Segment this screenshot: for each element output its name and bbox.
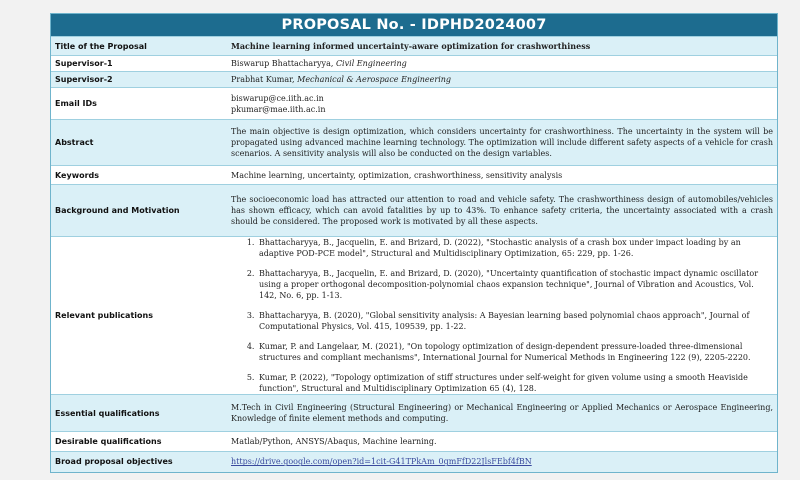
- row-label: Background and Motivation: [51, 185, 219, 237]
- row-label: Broad proposal objectives: [51, 452, 219, 472]
- objectives-value: [219, 452, 777, 472]
- proposal-sheet: [50, 13, 778, 473]
- row-desirable: [51, 432, 777, 452]
- row-supervisor-1: [51, 56, 777, 72]
- publication-item: 1. Bhattacharyya, B., Jacquelin, E. and Brizard, D. (2022), "Stochastic analysis of a crash box under impact loading by an adaptive POD-PCE model", Structural and Multidisciplinary Optimization, 65: 229, pp. 1-26.: [257, 237, 773, 259]
- row-keywords: [51, 166, 777, 185]
- background-value: The socioeconomic load has attracted our attention to road and vehicle safety. The crashworthiness design of automobiles/vehicles has shown efficacy, which can avoid fatalities by up to 43%. To enhance safety criteria, the uncertainty associated with a crash should be considered. The proposed work is motivated by all these aspects.: [219, 185, 777, 237]
- row-essential: [51, 395, 777, 432]
- keywords-value: Machine learning, uncertainty, optimization, crashworthiness, sensitivity analysis: [219, 166, 777, 185]
- row-label: Email IDs: [51, 88, 219, 120]
- row-label: Title of the Proposal: [51, 37, 219, 56]
- row-label: Essential qualifications: [51, 395, 219, 432]
- row-label: Desirable qualifications: [51, 432, 219, 452]
- row-supervisor-2: [51, 72, 777, 88]
- abstract-value: The main objective is design optimization, which considers uncertainty for crashworthiness. The uncertainty in the system will be propagated using advanced machine learning technology. The optimization will include different safety aspects of a vehicle for crash scenarios. A sensitivity analysis will also be conducted on the design variables.: [219, 120, 777, 166]
- email-2[interactable]: pkumar@mae.iith.ac.in: [231, 104, 326, 114]
- row-background: [51, 185, 777, 237]
- supervisor-2-value: [219, 72, 777, 88]
- supervisor-1-value: [219, 56, 777, 72]
- row-abstract: [51, 120, 777, 166]
- row-objectives: [51, 452, 777, 472]
- publication-item: 2. Bhattacharyya, B., Jacquelin, E. and Brizard, D. (2020), "Uncertainty quantification of stochastic impact dynamic oscillator using a proper orthogonal decomposition-polynomial chaos expansion technique", Journal of Vibration and Acoustics, Vol. 142, No. 6, pp. 1-13.: [257, 268, 773, 301]
- publications-value: [219, 237, 777, 395]
- row-publications: [51, 237, 777, 395]
- proposal-title: PROPOSAL No. - IDPHD2024007: [51, 14, 777, 36]
- email-1[interactable]: biswarup@ce.iith.ac.in: [231, 93, 324, 103]
- proposal-title-value: Machine learning informed uncertainty-aware optimization for crashworthiness: [219, 37, 777, 56]
- row-email: [51, 88, 777, 120]
- row-label: Relevant publications: [51, 237, 219, 395]
- publication-item: 3. Bhattacharyya, B. (2020), "Global sensitivity analysis: A Bayesian learning based polynomial chaos approach", Journal of Computational Physics, Vol. 415, 109539, pp. 1-22.: [257, 310, 773, 332]
- row-title: [51, 37, 777, 56]
- row-label: Supervisor-1: [51, 56, 219, 72]
- publication-list: [231, 237, 773, 394]
- row-label: Keywords: [51, 166, 219, 185]
- email-value: [219, 88, 777, 120]
- row-label: Supervisor-2: [51, 72, 219, 88]
- proposal-table: [51, 36, 777, 472]
- desirable-value: Matlab/Python, ANSYS/Abaqus, Machine learning.: [219, 432, 777, 452]
- objectives-link[interactable]: https://drive.google.com/open?id=1cit-G41TPkAm_0gmFfD22JlsFEbf4fBN: [231, 457, 532, 467]
- publication-item: 4. Kumar, P. and Langelaar, M. (2021), "On topology optimization of design-dependent pressure-loaded three-dimensional structures and compliant mechanisms", International Journal for Numerical Methods in Engineering 122 (9), 2205-2220.: [257, 341, 773, 363]
- essential-value: M.Tech in Civil Engineering (Structural Engineering) or Mechanical Engineering or Applied Mechanics or Aerospace Engineering, Knowledge of finite element methods and computing.: [219, 395, 777, 432]
- publication-item: 5. Kumar, P. (2022), "Topology optimization of stiff structures under self-weight for given volume using a smooth Heaviside function", Structural and Multidisciplinary Optimization 65 (4), 128.: [257, 372, 773, 394]
- supervisor-1-name: Biswarup Bhattacharyya,: [231, 59, 334, 68]
- row-label: Abstract: [51, 120, 219, 166]
- supervisor-2-name: Prabhat Kumar,: [231, 75, 295, 84]
- supervisor-2-dept: Mechanical & Aerospace Engineering: [297, 75, 452, 84]
- supervisor-1-dept: Civil Engineering: [335, 59, 407, 68]
